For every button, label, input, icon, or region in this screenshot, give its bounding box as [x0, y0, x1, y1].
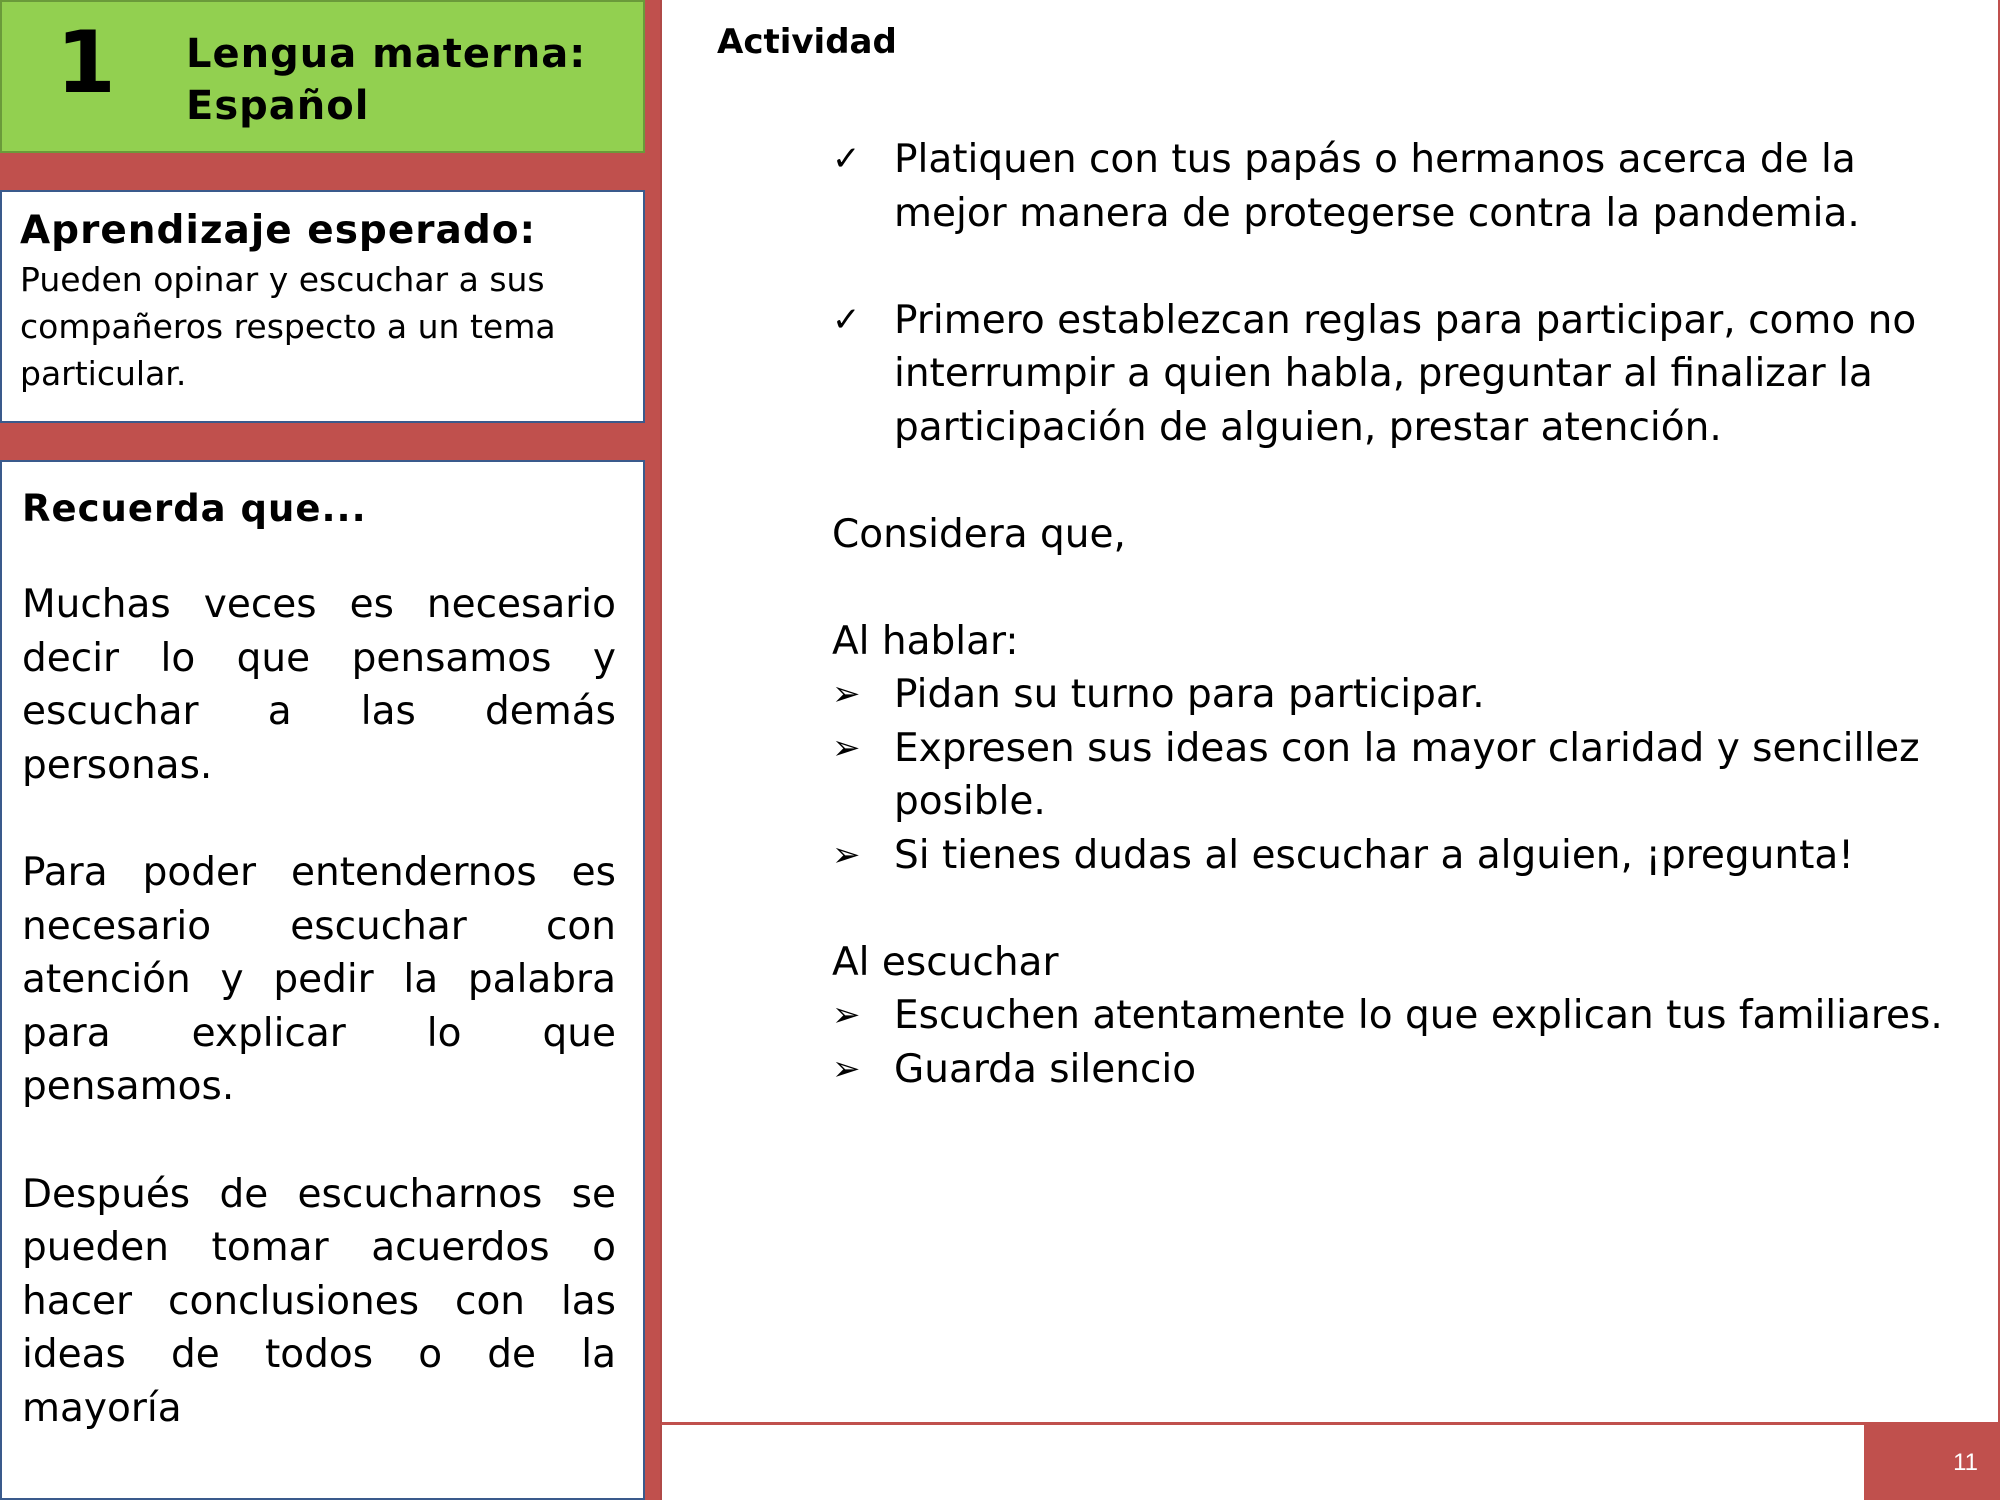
speaking-heading: Al hablar: — [832, 618, 1019, 664]
speaking-item-text: Si tienes dudas al escuchar a alguien, ¡pregunta! — [894, 832, 1854, 878]
remember-paragraph: Después de escucharnos se pueden tomar acuerdos o hacer conclusiones con las ideas de todos o de la mayoría — [22, 1171, 616, 1431]
listening-item — [832, 1043, 1972, 1097]
consider-text: Considera que, — [832, 511, 1126, 557]
listening-heading: Al escuchar — [832, 939, 1059, 985]
arrow-bullet-icon: ➢ — [832, 834, 861, 875]
arrow-bullet-icon: ➢ — [832, 1048, 861, 1089]
listening-item-text: Guarda silencio — [894, 1046, 1197, 1092]
remember-paragraph: Para poder entendernos es necesario escuchar con atención y pedir la palabra para explicar lo que pensamos. — [22, 850, 616, 1109]
learning-heading: Aprendizaje esperado: — [20, 208, 537, 253]
activity-panel — [660, 0, 2000, 1425]
speaking-item-text: Expresen sus ideas con la mayor claridad y sencillez posible. — [894, 725, 1920, 824]
activity-label: Actividad — [717, 22, 897, 62]
remember-paragraph: Muchas veces es necesario decir lo que pensamos y escuchar a las demás personas. — [22, 582, 616, 788]
speaking-item-text: Pidan su turno para participar. — [894, 672, 1485, 717]
remember-box — [0, 460, 645, 1500]
lesson-number: 1 — [56, 13, 116, 113]
page-number: 11 — [1864, 1425, 2000, 1500]
arrow-bullet-icon: ➢ — [832, 674, 861, 714]
check-icon: ✓ — [832, 299, 861, 340]
learning-box — [0, 190, 645, 423]
check-item — [832, 294, 1972, 455]
check-icon: ✓ — [832, 139, 861, 179]
listening-item-text: Escuchen atentamente lo que explican tus familiares. — [894, 993, 1943, 1038]
check-item-text: Platiquen con tus papás o hermanos acerca de la mejor manera de protegerse contra la pandemia. — [894, 137, 1860, 236]
activity-content — [832, 133, 1972, 1096]
speaking-item — [832, 829, 1972, 883]
subject-title-line-2: Español — [186, 83, 370, 129]
subject-title-line-1: Lengua materna: — [186, 31, 587, 77]
arrow-bullet-icon: ➢ — [832, 727, 861, 768]
listening-item — [832, 989, 1972, 1043]
subject-title — [186, 28, 586, 132]
speaking-item — [832, 668, 1972, 722]
arrow-bullet-icon: ➢ — [832, 995, 861, 1035]
check-item-text: Primero establezcan reglas para participar, como no interrumpir a quien habla, preguntar al finalizar la participación de alguien, prestar atención. — [894, 297, 1917, 450]
remember-heading: Recuerda que... — [22, 487, 367, 530]
learning-text: Pueden opinar y escuchar a sus compañeros respecto a un tema particular. — [20, 260, 556, 393]
lesson-header — [0, 0, 645, 153]
speaking-item — [832, 722, 1972, 829]
check-item — [832, 133, 1972, 240]
footer-bar — [660, 1425, 2000, 1500]
